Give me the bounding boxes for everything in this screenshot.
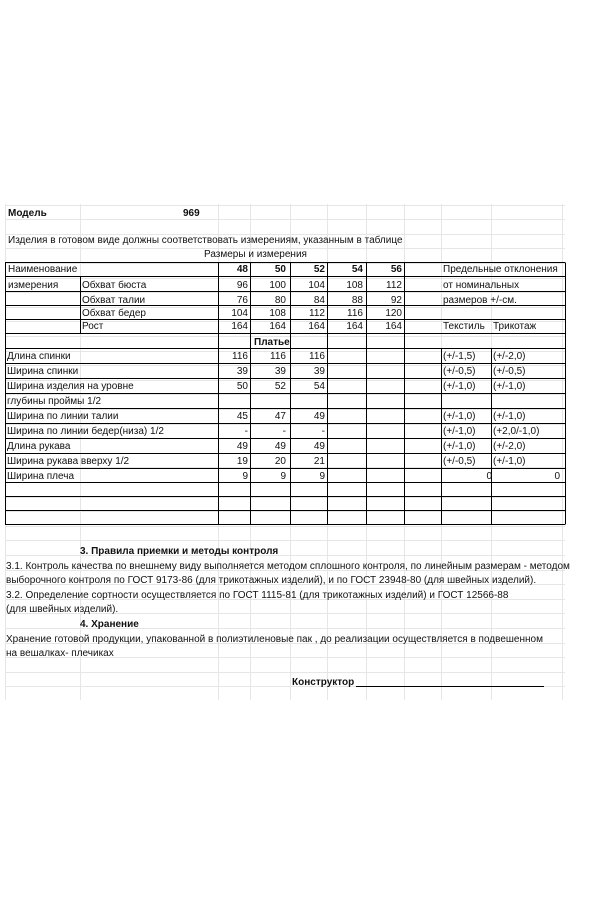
product-row-textile: (+/-1,5) xyxy=(443,351,476,362)
tolerance-label-2: от номинальных xyxy=(443,280,520,291)
product-row-value: 50 xyxy=(236,381,248,392)
body-row-value: 84 xyxy=(313,295,325,306)
body-row-label: Рост xyxy=(82,321,104,332)
product-row-label: Ширина спинки xyxy=(7,366,79,377)
body-row-value: 164 xyxy=(385,321,402,332)
product-row-value: 116 xyxy=(309,351,325,362)
name-label-2: измерения xyxy=(8,280,59,291)
product-title: Платье xyxy=(254,337,290,348)
product-row-label: глубины проймы 1/2 xyxy=(7,396,102,407)
body-row-label: Обхват бюста xyxy=(82,280,147,291)
product-row-textile: (+/-1,0) xyxy=(443,426,476,437)
body-row-value: 112 xyxy=(386,280,402,291)
knit-label: Трикотаж xyxy=(493,321,537,332)
body-row-value: 164 xyxy=(308,321,325,332)
product-row-value: 20 xyxy=(274,456,286,467)
product-row-value: 116 xyxy=(270,351,286,362)
product-row-value: - xyxy=(244,426,248,437)
product-row-value: 47 xyxy=(274,411,286,422)
product-row-knit: (+/-2,0) xyxy=(493,441,526,452)
size-54: 54 xyxy=(351,264,363,275)
product-row-value: 19 xyxy=(236,456,248,467)
product-row-textile: (+/-1,0) xyxy=(443,381,476,392)
textile-label: Текстиль xyxy=(443,321,485,332)
product-row-label: Ширина рукава вверху 1/2 xyxy=(7,456,130,467)
size-50: 50 xyxy=(274,264,286,275)
body-row-value: 164 xyxy=(269,321,286,332)
product-row-knit: (+2,0/-1,0) xyxy=(493,426,540,437)
product-row-textile: (+/-0,5) xyxy=(443,366,476,377)
body-row-value: 112 xyxy=(309,308,325,319)
product-row-label: Ширина плеча xyxy=(7,471,75,482)
product-row-textile: (+/-1,0) xyxy=(443,441,476,452)
body-row-label: Обхват талии xyxy=(82,295,146,306)
section3-paragraph-line: выборочного контроля по ГОСТ 9173-86 (для трикотажных изделий), и по ГОСТ 23948-80 (для швейных изделий). xyxy=(6,575,537,586)
body-row-value: 120 xyxy=(385,308,402,319)
product-row-value: 54 xyxy=(313,381,325,392)
section3-paragraph-line: (для швейных изделий). xyxy=(6,604,119,615)
body-row-value: 100 xyxy=(269,280,286,291)
product-row-value: 39 xyxy=(313,366,325,377)
section4-title: 4. Хранение xyxy=(80,619,139,630)
product-row-value: 49 xyxy=(236,441,248,452)
product-row-value: 9 xyxy=(280,471,286,482)
signature-line xyxy=(356,686,544,687)
body-row-value: 76 xyxy=(236,295,248,306)
product-row-textile: (+/-1,0) xyxy=(443,411,476,422)
product-row-knit: 0 xyxy=(554,471,560,482)
product-row-label: Ширина по линии бедер(низа) 1/2 xyxy=(7,426,164,437)
body-row-value: 116 xyxy=(347,308,363,319)
product-row-value: - xyxy=(282,426,286,437)
product-row-value: 9 xyxy=(319,471,325,482)
section4-paragraph-line: Хранение готовой продукции, упакованной в полиэтиленовые пак , до реализации осуществляется в подвешенном xyxy=(6,634,543,645)
section3-paragraph-line: 3.1. Контроль качества по внешнему виду выполняется методом сплошного контроля, по линейным размерам - методом xyxy=(6,561,570,572)
product-row-value: 39 xyxy=(236,366,248,377)
product-row-label: Длина спинки xyxy=(7,351,71,362)
product-row-knit: (+/-2,0) xyxy=(493,351,526,362)
model-label: Модель xyxy=(8,208,47,219)
product-row-value: 49 xyxy=(313,411,325,422)
constructor-label: Конструктор xyxy=(292,677,355,688)
sizes-title: Размеры и измерения xyxy=(204,249,307,260)
product-row-label: Ширина по линии талии xyxy=(7,411,119,422)
intro-text: Изделия в готовом виде должны соответствовать измерениям, указанным в таблице xyxy=(8,235,403,246)
product-row-value: 45 xyxy=(236,411,248,422)
size-56: 56 xyxy=(390,264,402,275)
body-row-label: Обхват бедер xyxy=(82,308,146,319)
section3-title: 3. Правила приемки и методы контроля xyxy=(80,546,279,557)
size-48: 48 xyxy=(236,264,248,275)
body-row-value: 88 xyxy=(351,295,363,306)
product-row-value: - xyxy=(321,426,325,437)
body-row-value: 92 xyxy=(390,295,402,306)
body-row-value: 164 xyxy=(346,321,363,332)
size-52: 52 xyxy=(313,264,325,275)
body-row-value: 108 xyxy=(269,308,286,319)
model-number: 969 xyxy=(183,208,200,219)
tolerance-label-1: Предельные отклонения xyxy=(443,264,558,275)
product-row-textile: (+/-0,5) xyxy=(443,456,476,467)
body-row-value: 164 xyxy=(231,321,248,332)
name-label-1: Наименование xyxy=(8,264,78,275)
product-row-knit: (+/-1,0) xyxy=(493,381,526,392)
body-row-value: 104 xyxy=(308,280,325,291)
product-row-value: 9 xyxy=(242,471,248,482)
body-row-value: 104 xyxy=(231,308,248,319)
body-row-value: 80 xyxy=(274,295,286,306)
product-row-value: 21 xyxy=(313,456,325,467)
body-row-value: 96 xyxy=(236,280,248,291)
product-row-label: Ширина изделия на уровне xyxy=(7,381,134,392)
product-row-value: 49 xyxy=(313,441,325,452)
product-row-knit: (+/-1,0) xyxy=(493,411,526,422)
section3-paragraph-line: 3.2. Определение сортности осуществляется по ГОСТ 1115-81 (для трикотажных изделий) и ГОСТ 12566-88 xyxy=(6,590,509,601)
product-row-knit: (+/-0,5) xyxy=(493,366,526,377)
product-row-textile: 0 xyxy=(486,471,492,482)
product-row-value: 39 xyxy=(274,366,286,377)
body-row-value: 108 xyxy=(346,280,363,291)
product-row-value: 52 xyxy=(274,381,286,392)
tolerance-label-3: размеров +/-см. xyxy=(443,295,517,306)
product-row-value: 49 xyxy=(274,441,286,452)
section4-paragraph-line: на вешалках- плечиках xyxy=(6,648,114,659)
product-row-value: 116 xyxy=(232,351,248,362)
product-row-label: Длина рукава xyxy=(7,441,71,452)
product-row-knit: (+/-1,0) xyxy=(493,456,526,467)
